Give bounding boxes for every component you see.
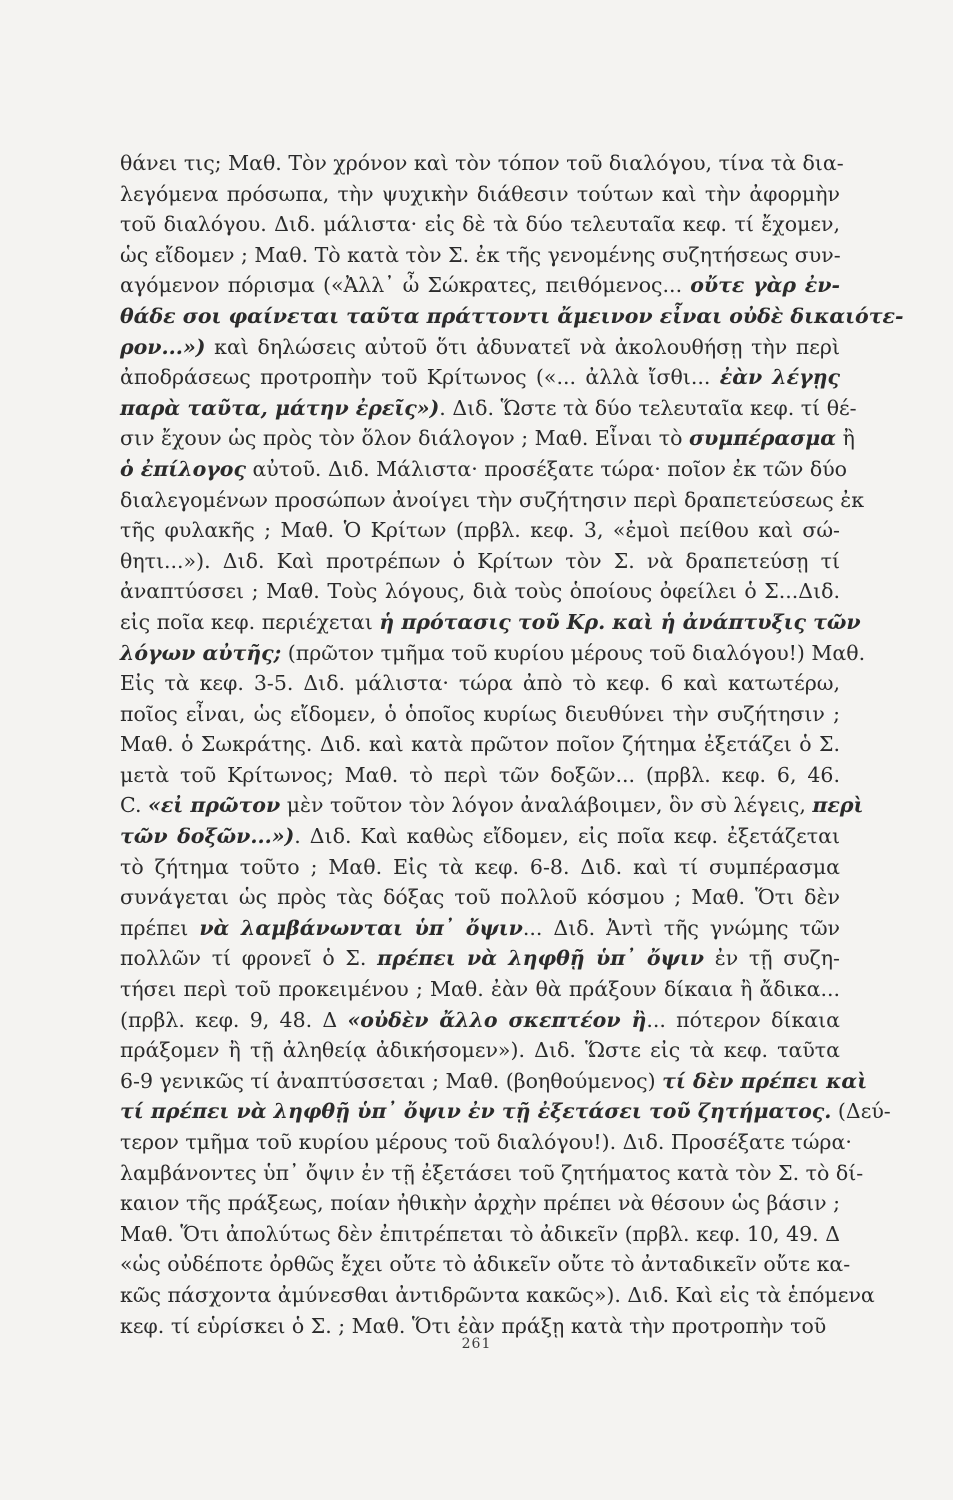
body-text: πράξομεν ἢ τῇ ἀληθείᾳ ἀδικήσομεν»). Διδ. Ὥστε εἰς τὰ κεφ. ταῦτα (120, 1038, 840, 1063)
text-line (120, 821, 840, 852)
body-text: (πρῶτον τμῆμα τοῦ κυρίου μέρους τοῦ διαλόγου!) Μαθ. (281, 640, 866, 665)
body-text: τῆς φυλακῆς ; Μαθ. Ὁ Κρίτων (πρβλ. κεφ. 3, «ἐμοὶ πείθου καὶ σώ- (120, 518, 840, 543)
body-text: σιν ἔχουν ὡς πρὸς τὸν ὅλον διάλογον ; Μαθ. Εἶναι τὸ (120, 426, 689, 451)
text-line (120, 423, 855, 454)
emphasis-text: πρέπει νὰ ληφθῇ ὑπ᾿ ὄψιν (377, 946, 704, 971)
body-text: ... πότερον δίκαια (646, 1007, 840, 1032)
body-text: ἀποδράσεως προτροπὴν τοῦ Κρίτωνος («... ἀλλὰ ἴσθι... (120, 365, 720, 390)
body-text: θητι...»). Διδ. Καὶ προτρέπων ὁ Κρίτων τὸν Σ. νὰ δραπετεύσῃ τί (120, 548, 840, 573)
body-text: ἢ (836, 426, 855, 451)
text-line (120, 515, 840, 546)
emphasis-text: ὁ ἐπίλογος (120, 456, 246, 481)
text-line (120, 852, 840, 883)
text-line (120, 943, 840, 974)
text-line (120, 729, 840, 760)
text-line (120, 1158, 864, 1189)
body-text: (πρβλ. κεφ. 9, 48. Δ (120, 1007, 348, 1032)
text-line (120, 1035, 840, 1066)
emphasis-text: «οὐδὲν ἄλλο σκεπτέον ἢ (347, 1007, 647, 1032)
emphasis-text: νὰ λαμβάνωνται ὑπ᾿ ὄψιν (199, 915, 523, 940)
body-text: πολλῶν τί φρονεῖ ὁ Σ. (120, 946, 378, 971)
emphasis-text: ἐὰν λέγῃς (719, 365, 840, 390)
body-text: κῶς πάσχοντα ἀμύνεσθαι ἀντιδρῶντα κακῶς»). Διδ. Καὶ εἰς τὰ ἑπόμενα (120, 1282, 875, 1307)
emphasis-text: τί δὲν πρέπει καὶ (662, 1068, 868, 1093)
text-line (120, 179, 840, 210)
body-text: αγόμενον πόρισμα («Ἀλλ᾿ ὦ Σώκρατες, πειθόμενος... (120, 273, 691, 298)
text-line (120, 1188, 840, 1219)
body-text: . Διδ. Καὶ καθὼς εἴδομεν, εἰς ποῖα κεφ. ἐξετάζεται (294, 824, 841, 849)
body-text: μὲν τοῦτον τὸν λόγον ἀναλάβοιμεν, ὃν σὺ λέγεις, (280, 793, 813, 818)
text-line (120, 485, 865, 516)
text-line (120, 913, 840, 944)
text-line (120, 209, 840, 240)
text-line (120, 546, 840, 577)
text-line (120, 882, 840, 913)
body-text: διαλεγομένων προσώπων ἀνοίγει τὴν συζήτησιν περὶ δραπετεύσεως ἐκ (120, 487, 865, 512)
emphasis-text: περὶ (812, 793, 864, 818)
body-text: πρέπει (120, 915, 200, 940)
text-line (120, 454, 847, 485)
body-text: αὐτοῦ. Διδ. Μάλιστα· προσέξατε τώρα· ποῖον ἐκ τῶν δύο (245, 456, 847, 481)
body-text: λαμβάνοντες ὑπ᾿ ὄψιν ἐν τῇ ἐξετάσει τοῦ ζητήματος κατὰ τὸν Σ. τὸ δί- (120, 1160, 864, 1185)
emphasis-text: λόγων αὐτῆς; (120, 640, 282, 665)
body-text: ἐν τῇ συζη- (703, 946, 840, 971)
text-line (120, 760, 840, 791)
body-text: εἰς ποῖα κεφ. περιέχεται (120, 609, 380, 634)
body-text: Εἰς τὰ κεφ. 3-5. Διδ. μάλιστα· τώρα ἀπὸ τὸ κεφ. 6 καὶ κατωτέρω, (120, 671, 840, 696)
text-line (120, 332, 840, 363)
body-text: καιον τῆς πράξεως, ποίαν ἠθικὴν ἀρχὴν πρέπει νὰ θέσουν ὡς βάσιν ; (120, 1191, 840, 1216)
body-text: «ὡς οὐδέποτε ὀρθῶς ἔχει οὔτε τὸ ἀδικεῖν οὔτε τὸ ἀνταδικεῖν οὔτε κα- (120, 1252, 851, 1277)
text-line (120, 1005, 840, 1036)
text-line (120, 699, 840, 730)
text-line (120, 1096, 891, 1127)
body-text: λεγόμενα πρόσωπα, τὴν ψυχικὴν διάθεσιν τούτων καὶ τὴν ἀφορμὴν (120, 181, 840, 206)
body-text: ἀναπτύσσει ; Μαθ. Τοὺς λόγους, διὰ τοὺς ὁποίους ὀφείλει ὁ Σ...Διδ. (120, 579, 840, 604)
text-line (120, 1280, 875, 1311)
text-line (120, 240, 840, 271)
body-text: (Δεύ- (831, 1099, 891, 1124)
page-number: 261 (461, 1336, 492, 1352)
body-text: τήσει περὶ τοῦ προκειμένου ; Μαθ. ἐὰν θὰ πράξουν δίκαια ἢ ἄδικα... (120, 977, 840, 1002)
body-text: τοῦ διαλόγου. Διδ. μάλιστα· εἰς δὲ τὰ δύο τελευταῖα κεφ. τί ἔχομεν, (120, 212, 840, 237)
emphasis-text: τῶν δοξῶν...») (120, 824, 295, 849)
body-text: . Διδ. Ὥστε τὰ δύο τελευταῖα κεφ. τί θέ- (439, 395, 857, 420)
emphasis-text: θάδε σοι φαίνεται ταῦτα πράττοντι ἄμεινον εἶναι οὐδὲ δικαιότε- (120, 303, 904, 328)
text-line (120, 1127, 852, 1158)
body-text: τερον τμῆμα τοῦ κυρίου μέρους τοῦ διαλόγου!). Διδ. Προσέξατε τώρα· (120, 1130, 852, 1154)
body-text: Μαθ. Ὅτι ἀπολύτως δὲν ἐπιτρέπεται τὸ ἀδικεῖν (πρβλ. κεφ. 10, 49. Δ (120, 1221, 840, 1246)
emphasis-text: συμπέρασμα (688, 426, 837, 451)
text-line (120, 301, 904, 332)
body-text: μετὰ τοῦ Κρίτωνος; Μαθ. τὸ περὶ τῶν δοξῶν... (πρβλ. κεφ. 6, 46. (120, 762, 840, 787)
body-text: C. (120, 793, 148, 818)
body-text: Μαθ. ὁ Σωκράτης. Διδ. καὶ κατὰ πρῶτον ποῖον ζήτημα ἐξετάζει ὁ Σ. (120, 732, 840, 757)
body-text: ὡς εἴδομεν ; Μαθ. Τὸ κατὰ τὸν Σ. ἐκ τῆς γενομένης συζητήσεως συν- (120, 242, 841, 267)
text-line (120, 974, 840, 1005)
text-line (120, 1249, 851, 1280)
text-column (120, 148, 904, 1341)
emphasis-text: οὔτε γὰρ ἐν- (690, 273, 840, 298)
body-text: τὸ ζήτημα τοῦτο ; Μαθ. Εἰς τὰ κεφ. 6-8. Διδ. καὶ τί συμπέρασμα (120, 854, 840, 879)
body-text: 6-9 γενικῶς τί ἀναπτύσσεται ; Μαθ. (βοηθούμενος) (120, 1068, 663, 1093)
emphasis-text: ἡ πρότασις τοῦ Κρ. καὶ ἡ ἀνάπτυξις τῶν (379, 609, 861, 634)
text-line (120, 362, 840, 393)
text-line (120, 1066, 868, 1097)
emphasis-text: παρὰ ταῦτα, μάτην ἐρεῖς») (120, 395, 440, 420)
text-line (120, 790, 864, 821)
body-text: ποῖος εἶναι, ὡς εἴδομεν, ὁ ὁποῖος κυρίως διευθύνει τὴν συζήτησιν ; (120, 701, 840, 726)
body-text: κεφ. τί εὑρίσκει ὁ Σ. ; Μαθ. Ὅτι ἐὰν πράξῃ κατὰ τὴν προτροπὴν τοῦ (120, 1313, 827, 1338)
body-text: καὶ δηλώσεις αὐτοῦ ὅτι ἀδυνατεῖ νὰ ἀκολουθήσῃ τὴν περὶ (205, 334, 840, 359)
text-line (120, 1219, 840, 1250)
text-line (120, 393, 857, 424)
text-line (120, 270, 840, 301)
text-line (120, 638, 866, 669)
emphasis-text: τί πρέπει νὰ ληφθῇ ὑπ᾿ ὄψιν ἐν τῇ ἐξετάσει τοῦ ζητήματος. (120, 1099, 832, 1124)
text-line (120, 148, 844, 179)
text-line (120, 607, 861, 638)
text-line (120, 576, 840, 607)
body-text: συνάγεται ὡς πρὸς τὰς δόξας τοῦ πολλοῦ κόσμου ; Μαθ. Ὅτι δὲν (120, 885, 840, 910)
body-text: θάνει τις; Μαθ. Τὸν χρόνον καὶ τὸν τόπον τοῦ διαλόγου, τίνα τὰ δια- (120, 151, 844, 175)
emphasis-text: ρον...») (120, 334, 206, 359)
emphasis-text: «εἰ πρῶτον (148, 793, 281, 818)
text-line (120, 668, 840, 699)
body-text: ... Διδ. Ἀντὶ τῆς γνώμης τῶν (522, 915, 840, 940)
